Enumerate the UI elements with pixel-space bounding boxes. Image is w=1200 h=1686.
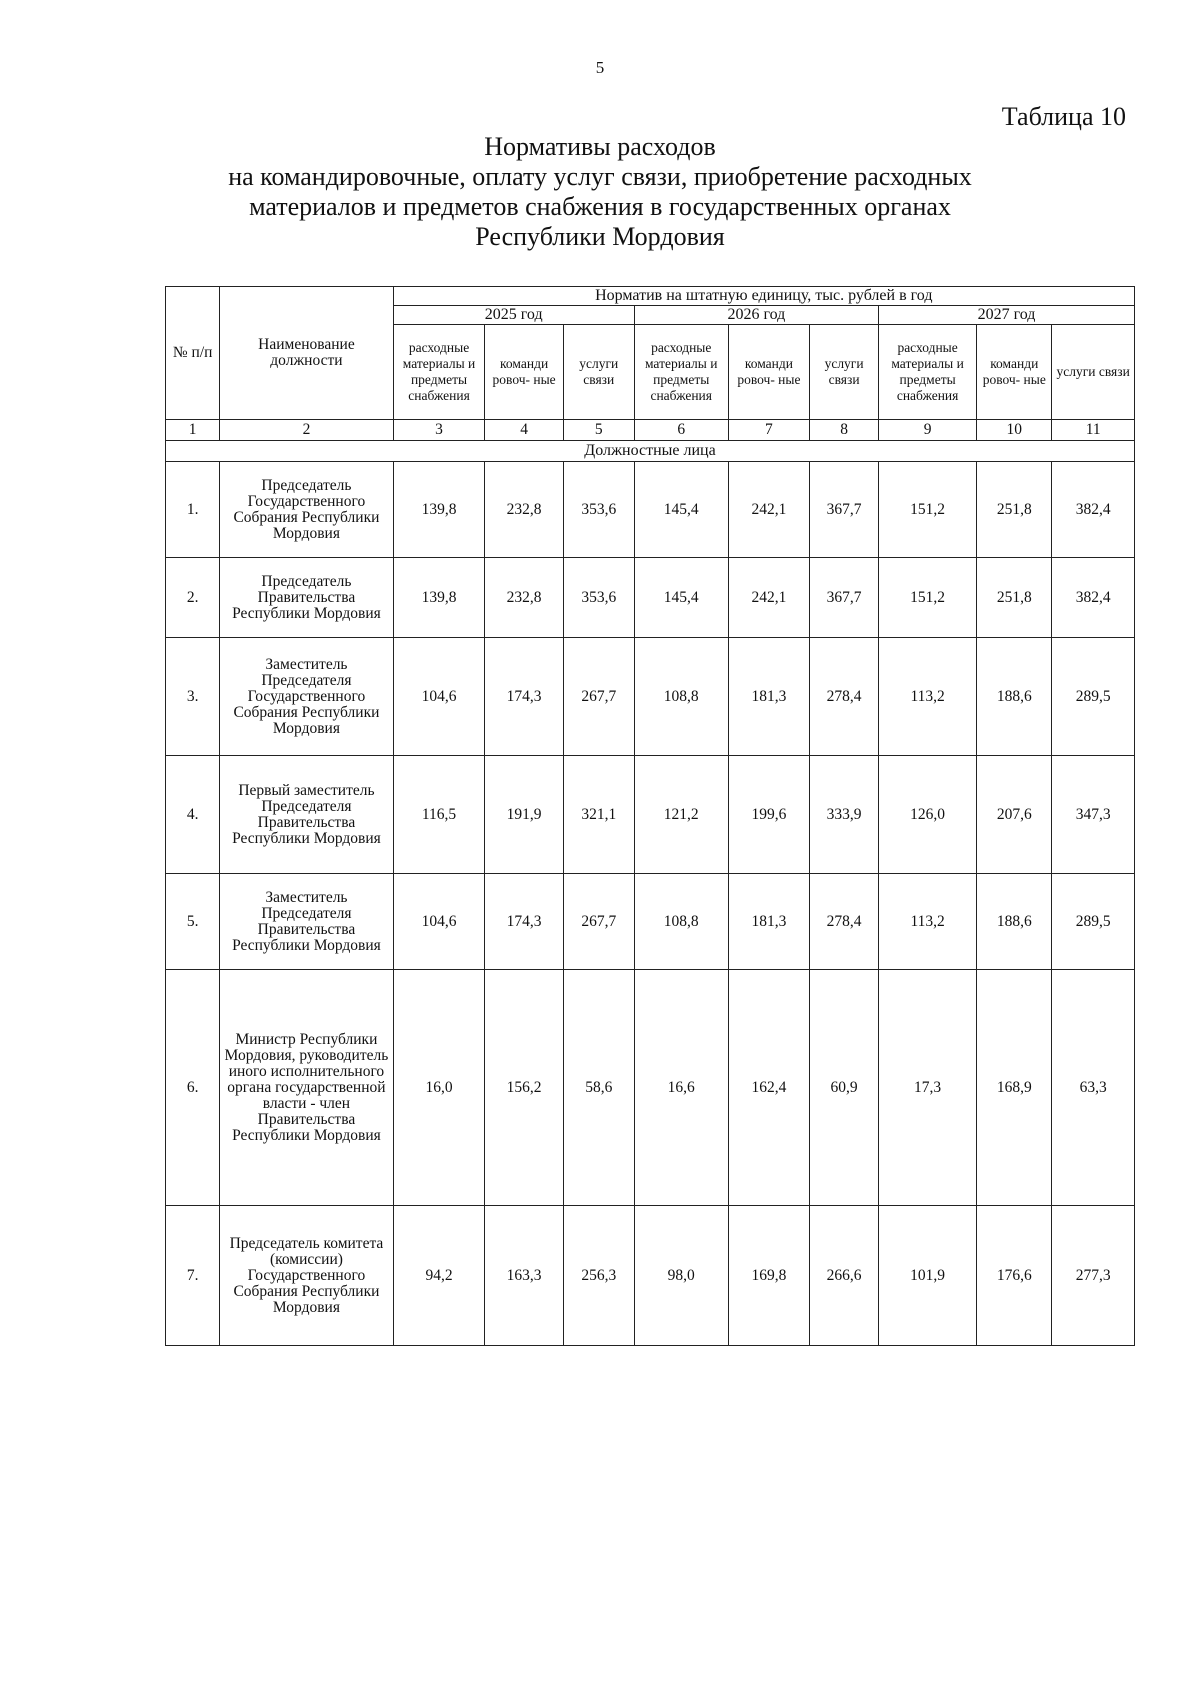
table-label: Таблица 10 xyxy=(1001,102,1126,131)
table-row xyxy=(166,462,1135,558)
value-cell: 188,6 xyxy=(977,638,1052,756)
value-cell: 251,8 xyxy=(977,462,1052,558)
table-row xyxy=(166,756,1135,874)
row-index: 5. xyxy=(166,874,220,970)
value-cell: 162,4 xyxy=(728,970,809,1206)
row-index: 2. xyxy=(166,558,220,638)
value-cell: 101,9 xyxy=(879,1206,977,1346)
column-number: 9 xyxy=(879,420,977,441)
value-cell: 139,8 xyxy=(393,558,485,638)
value-cell: 207,6 xyxy=(977,756,1052,874)
header-year-2027: 2027 год xyxy=(879,306,1135,325)
value-cell: 367,7 xyxy=(810,558,879,638)
value-cell: 367,7 xyxy=(810,462,879,558)
section-row xyxy=(166,441,1135,462)
value-cell: 145,4 xyxy=(634,558,728,638)
value-cell: 199,6 xyxy=(728,756,809,874)
value-cell: 277,3 xyxy=(1052,1206,1135,1346)
table-row xyxy=(166,1206,1135,1346)
position-name: Заместитель Председателя Правительства Республики Мордовия xyxy=(220,874,393,970)
value-cell: 333,9 xyxy=(810,756,879,874)
row-index: 7. xyxy=(166,1206,220,1346)
value-cell: 353,6 xyxy=(563,558,634,638)
value-cell: 113,2 xyxy=(879,874,977,970)
header-communication: услуги связи xyxy=(1052,325,1135,420)
value-cell: 256,3 xyxy=(563,1206,634,1346)
position-name: Председатель Государственного Собрания Республики Мордовия xyxy=(220,462,393,558)
value-cell: 353,6 xyxy=(563,462,634,558)
document-title xyxy=(150,132,1050,252)
row-index: 6. xyxy=(166,970,220,1206)
norms-table xyxy=(165,286,1135,1346)
header-travel: команди ровоч- ные xyxy=(485,325,563,420)
value-cell: 321,1 xyxy=(563,756,634,874)
value-cell: 181,3 xyxy=(728,874,809,970)
value-cell: 181,3 xyxy=(728,638,809,756)
value-cell: 174,3 xyxy=(485,874,563,970)
value-cell: 382,4 xyxy=(1052,558,1135,638)
column-number-row xyxy=(166,420,1135,441)
value-cell: 116,5 xyxy=(393,756,485,874)
value-cell: 278,4 xyxy=(810,638,879,756)
value-cell: 191,9 xyxy=(485,756,563,874)
row-index: 1. xyxy=(166,462,220,558)
value-cell: 121,2 xyxy=(634,756,728,874)
table-row xyxy=(166,558,1135,638)
section-title: Должностные лица xyxy=(166,441,1135,462)
value-cell: 168,9 xyxy=(977,970,1052,1206)
value-cell: 151,2 xyxy=(879,558,977,638)
column-number: 5 xyxy=(563,420,634,441)
value-cell: 145,4 xyxy=(634,462,728,558)
value-cell: 232,8 xyxy=(485,462,563,558)
value-cell: 126,0 xyxy=(879,756,977,874)
value-cell: 267,7 xyxy=(563,638,634,756)
column-number: 1 xyxy=(166,420,220,441)
value-cell: 169,8 xyxy=(728,1206,809,1346)
position-name: Председатель комитета (комиссии) Государственного Собрания Республики Мордовия xyxy=(220,1206,393,1346)
value-cell: 151,2 xyxy=(879,462,977,558)
column-number: 4 xyxy=(485,420,563,441)
page-number: 5 xyxy=(595,58,605,77)
value-cell: 289,5 xyxy=(1052,638,1135,756)
value-cell: 104,6 xyxy=(393,874,485,970)
header-normative: Норматив на штатную единицу, тыс. рублей в год xyxy=(393,287,1134,306)
column-number: 11 xyxy=(1052,420,1135,441)
value-cell: 163,3 xyxy=(485,1206,563,1346)
value-cell: 156,2 xyxy=(485,970,563,1206)
header-materials: расходные материалы и предметы снабжения xyxy=(393,325,485,420)
title-line: на командировочные, оплату услуг связи, приобретение расходных xyxy=(228,162,972,191)
column-number: 7 xyxy=(728,420,809,441)
row-index: 3. xyxy=(166,638,220,756)
position-name: Председатель Правительства Республики Мордовия xyxy=(220,558,393,638)
value-cell: 242,1 xyxy=(728,558,809,638)
header-year-2026: 2026 год xyxy=(634,306,878,325)
value-cell: 113,2 xyxy=(879,638,977,756)
value-cell: 63,3 xyxy=(1052,970,1135,1206)
value-cell: 108,8 xyxy=(634,638,728,756)
table-row xyxy=(166,874,1135,970)
value-cell: 108,8 xyxy=(634,874,728,970)
column-number: 3 xyxy=(393,420,485,441)
position-name: Министр Республики Мордовия, руководитель иного исполнительного органа государственной власти - член Правительства Республики Мордовия xyxy=(220,970,393,1206)
column-number: 6 xyxy=(634,420,728,441)
value-cell: 60,9 xyxy=(810,970,879,1206)
column-number: 10 xyxy=(977,420,1052,441)
value-cell: 188,6 xyxy=(977,874,1052,970)
header-travel: команди ровоч- ные xyxy=(977,325,1052,420)
value-cell: 347,3 xyxy=(1052,756,1135,874)
column-number: 8 xyxy=(810,420,879,441)
header-materials: расходные материалы и предметы снабжения xyxy=(879,325,977,420)
value-cell: 139,8 xyxy=(393,462,485,558)
value-cell: 98,0 xyxy=(634,1206,728,1346)
value-cell: 382,4 xyxy=(1052,462,1135,558)
header-year-2025: 2025 год xyxy=(393,306,634,325)
title-line: Республики Мордовия xyxy=(475,222,725,251)
header-communication: услуги связи xyxy=(810,325,879,420)
value-cell: 17,3 xyxy=(879,970,977,1206)
value-cell: 16,0 xyxy=(393,970,485,1206)
table-row xyxy=(166,638,1135,756)
header-travel: команди ровоч- ные xyxy=(728,325,809,420)
header-no: № п/п xyxy=(166,287,220,420)
header-name: Наименование должности xyxy=(220,287,393,420)
title-line: материалов и предметов снабжения в государственных органах xyxy=(249,192,951,221)
header-materials: расходные материалы и предметы снабжения xyxy=(634,325,728,420)
value-cell: 278,4 xyxy=(810,874,879,970)
position-name: Первый заместитель Председателя Правительства Республики Мордовия xyxy=(220,756,393,874)
value-cell: 267,7 xyxy=(563,874,634,970)
value-cell: 174,3 xyxy=(485,638,563,756)
title-line: Нормативы расходов xyxy=(484,132,716,161)
value-cell: 242,1 xyxy=(728,462,809,558)
table-row xyxy=(166,970,1135,1206)
header-communication: услуги связи xyxy=(563,325,634,420)
value-cell: 266,6 xyxy=(810,1206,879,1346)
value-cell: 289,5 xyxy=(1052,874,1135,970)
column-number: 2 xyxy=(220,420,393,441)
value-cell: 251,8 xyxy=(977,558,1052,638)
row-index: 4. xyxy=(166,756,220,874)
value-cell: 104,6 xyxy=(393,638,485,756)
value-cell: 16,6 xyxy=(634,970,728,1206)
value-cell: 94,2 xyxy=(393,1206,485,1346)
value-cell: 58,6 xyxy=(563,970,634,1206)
value-cell: 232,8 xyxy=(485,558,563,638)
position-name: Заместитель Председателя Государственного Собрания Республики Мордовия xyxy=(220,638,393,756)
value-cell: 176,6 xyxy=(977,1206,1052,1346)
